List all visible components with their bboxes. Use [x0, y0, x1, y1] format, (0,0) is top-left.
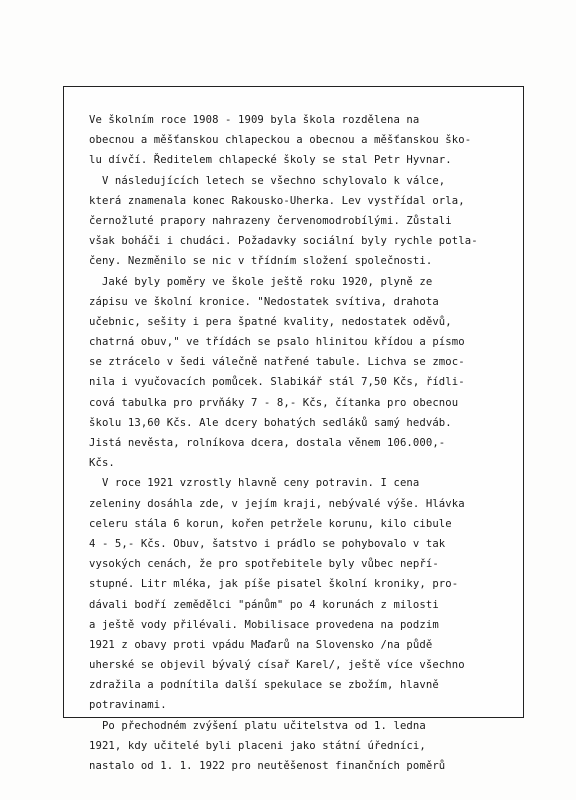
text-line: Jaké byly poměry ve škole ještě roku 1920, plyně ze [89, 275, 433, 288]
text-line: lu dívčí. Ředitelem chlapecké školy se stal Petr Hyvnar. [89, 154, 452, 167]
text-line: a ještě vody přilévali. Mobilisace provedena na podzim [89, 618, 439, 631]
text-line: která znamenala konec Rakousko-Uherka. Lev vystřídal orla, [89, 194, 465, 207]
text-line: cová tabulka pro prvňáky 7 - 8,- Kčs, čítanka pro obecnou [89, 396, 459, 409]
text-line: Ve školním roce 1908 - 1909 byla škola rozdělena na [89, 114, 420, 126]
text-line: Jistá nevěsta, rolníkova dcera, dostala věnem 106.000,- [89, 437, 446, 449]
text-line: nastalo od 1. 1. 1922 pro neutěšenost finančních poměrů [89, 760, 446, 772]
text-line: V roce 1921 vzrostly hlavně ceny potravin. I cena [89, 477, 420, 490]
text-line: nila i vyučovacích pomůcek. Slabikář stál 7,50 Kčs, řídli- [89, 376, 465, 389]
text-line: vysokých cenách, že pro spotřebitele byly vůbec nepří- [89, 558, 439, 571]
text-line: se ztrácelo v šedi válečně natřené tabule. Lichva se zmoc- [89, 356, 465, 369]
text-line: 1921, kdy učitelé byli placeni jako státní úředníci, [89, 739, 426, 752]
text-line: zeleniny dosáhla zde, v jejím kraji, nebývalé výše. Hlávka [89, 497, 465, 510]
text-line: 4 - 5,- Kčs. Obuv, šatstvo i prádlo se pohybovalo v tak [89, 537, 446, 550]
text-line: dávali bodří zemědělci "pánům" po 4 korunách z milosti [89, 598, 439, 611]
document-body [89, 110, 509, 776]
text-line: Po přechodném zvýšení platu učitelstva od 1. ledna [89, 719, 426, 732]
text-line: černožluté prapory nahrazeny červenomodrobílými. Zůstali [89, 214, 452, 227]
text-line: Kčs. [89, 457, 115, 470]
text-line: chatrná obuv," ve třídách se psalo hlinitou křídou a písmo [89, 336, 465, 349]
text-line: obecnou a měšťanskou chlapeckou a obecnou a měšťanskou ško- [89, 134, 472, 147]
text-line: potravinami. [89, 699, 167, 712]
text-line: učebnic, sešity i pera špatné kvality, nedostatek oděvů, [89, 315, 452, 328]
text-line: zápisu ve školní kronice. "Nedostatek svítiva, drahota [89, 295, 439, 308]
text-line: celeru stála 6 korun, kořen petržele korunu, kilo cibule [89, 517, 452, 530]
text-line: 1921 z obavy proti vpádu Maďarů na Slovensko /na půdě [89, 638, 433, 651]
text-line: V následujících letech se všechno schylovalo k válce, [89, 174, 446, 187]
text-line: však boháči i chudáci. Požadavky sociální byly rychle potla- [89, 235, 478, 248]
text-line: stupné. Litr mléka, jak píše pisatel školní kroniky, pro- [89, 578, 459, 591]
text-line: uherské se objevil bývalý císař Karel/, ještě více všechno [89, 659, 465, 672]
text-line: čeny. Nezměnilo se nic v třídním složení společnosti. [89, 255, 433, 268]
text-line: školu 13,60 Kčs. Ale dcery bohatých sedláků samý hedváb. [89, 416, 452, 429]
text-line: zdražila a podnítila další spekulace se zbožím, hlavně [89, 679, 439, 692]
